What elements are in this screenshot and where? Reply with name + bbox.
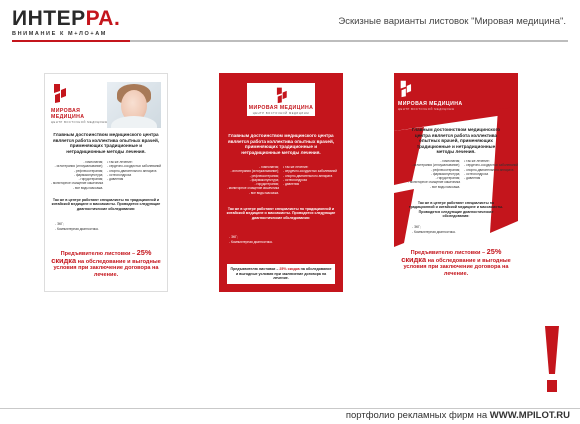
treatment-item: - опорно-двигательного аппарата [464, 167, 514, 172]
specialists-text: Так же в центре работают специалисты по традиционной и китайской медицине и массажисты. Проводятся следующие диагностические обследования: [51, 198, 161, 211]
brand-logo-icon [398, 79, 412, 98]
footer-credit [346, 410, 570, 421]
service-item: - гирудотерапия; [254, 182, 279, 187]
treatment-item: - остеохондроза [107, 172, 132, 177]
leaflet-headline: Главным достоинством медицинского центра является работа коллектива опытных врачей, применяющих традиционные и нетрадиционные методы лечения. [227, 133, 335, 155]
treatment-item: ▪ так же лечение: [283, 165, 309, 169]
treatment-item: - остеохондроза [283, 177, 307, 182]
services-columns [51, 160, 161, 190]
service-item: - рефлексотерапия; [430, 167, 461, 172]
treatment-item: ▪ так же лечение: [464, 159, 490, 163]
promo-discount: 25% скидка [279, 267, 300, 272]
services-columns [225, 165, 337, 195]
promo-lead: Предъявителю листовки – [230, 267, 280, 272]
logo-text-dot: . [113, 7, 121, 30]
promo-lead: Предъявителю листовки – [410, 250, 487, 256]
diagnostic-item: - Компьютерная диагностика. [229, 239, 273, 244]
brand-name: МИРОВАЯ МЕДИЦИНА [248, 105, 314, 111]
page-title: Эскизные варианты листовок "Мировая медицина". [338, 16, 566, 27]
services-right-column [283, 165, 337, 195]
exclamation-icon [541, 326, 563, 396]
service-item: - иглотерапия (иглоукалывание); [411, 163, 461, 168]
brand-name: МИРОВАЯ МЕДИЦИНА [51, 108, 85, 120]
brand-name: МИРОВАЯ МЕДИЦИНА [398, 101, 463, 107]
brand-tagline: ЦЕНТР ВОСТОЧНОЙ МЕДИЦИНЫ [398, 108, 455, 111]
promo-tail: на обследование и выгодные условия при заключение договора на лечение. [403, 257, 511, 277]
service-item: - гирудотерапия; [78, 177, 104, 182]
promo-text [50, 250, 162, 278]
logo-wordmark [12, 8, 120, 30]
service-item: - гирудотерапия; [435, 176, 461, 181]
leaflet-variant-3 [394, 73, 518, 292]
brand-block [398, 79, 468, 111]
logo [12, 8, 120, 37]
doctor-photo [107, 82, 161, 128]
header-divider-accent [12, 40, 130, 42]
brand-logo-icon [274, 86, 288, 104]
brand-tagline: ЦЕНТР ВОСТОЧНОЙ МЕДИЦИНЫ [252, 112, 310, 115]
promo-tail: на обследование и выгодные условия при заключение договора на лечение. [235, 267, 332, 281]
footer-divider [0, 408, 580, 409]
footer-prefix: портфолио рекламных фирм на [345, 410, 490, 421]
promo-discount: 25% скидка [401, 247, 502, 264]
treatment-item: - сердечно-сосудистых заболеваний [107, 164, 162, 169]
service-item: - иглотерапия (иглоукалывание); [54, 164, 104, 169]
treatment-item: - давления [464, 176, 481, 181]
leaflet-headline: Главным достоинством медицинского центра является работа коллектива опытных врачей, применяющих традиционные и нетрадиционные методы лечения. [411, 127, 501, 155]
logo-text-main: ИНТЕР [12, 7, 86, 30]
treatment-item: - остеохондроза [464, 171, 489, 176]
diagnostics-list [55, 222, 99, 231]
service-item: - все виды массажа. [430, 184, 461, 189]
photo-shoulder [111, 116, 157, 128]
diagnostic-item: - Компьютерная диагностика. [55, 226, 99, 231]
service-item: - мониторное очищение кишечника [408, 180, 461, 185]
treatment-item: - давления [107, 177, 124, 182]
treatment-item: - опорно-двигательного аппарата [107, 168, 157, 173]
service-item: - гомеопатия; [259, 165, 279, 169]
services-right-column [107, 160, 161, 190]
service-item: - гомеопатия; [440, 159, 461, 163]
logo-text-accent: РА [85, 7, 114, 30]
service-item: - все виды массажа. [73, 185, 104, 190]
diagnostic-item: - Компьютерная диагностика. [412, 229, 456, 234]
service-item: - мониторное очищение кишечника [226, 186, 279, 191]
promo-box [227, 264, 335, 284]
service-item: - фармакопунктура; [73, 172, 104, 177]
service-item: - все виды массажа. [248, 190, 279, 195]
service-item: - мониторное очищение кишечника [51, 181, 104, 186]
brand-logo-icon [51, 82, 67, 104]
treatment-item: - сердечно-сосудистых заболеваний [464, 163, 518, 168]
service-item: - гомеопатия; [83, 160, 104, 164]
treatment-item: - давления [283, 182, 300, 187]
brand-card [247, 83, 315, 116]
diagnostic-item: - ЭКГ; [229, 235, 238, 239]
diagnostics-list [229, 235, 273, 244]
service-item: - рефлексотерапия; [73, 168, 104, 173]
service-item: - фармакопунктура; [249, 177, 279, 182]
promo-text [399, 249, 513, 277]
footer-site-link[interactable]: WWW.MPILOT.RU [489, 410, 570, 421]
service-item: - рефлексотерапия; [249, 173, 279, 178]
leaflet-variant-1 [44, 73, 168, 292]
services-left-column [225, 165, 279, 195]
treatment-item: - опорно-двигательного аппарата [283, 173, 333, 178]
treatment-item: - сердечно-сосудистых заболеваний [283, 169, 337, 174]
services-columns [408, 159, 518, 189]
diagnostic-item: - ЭКГ; [412, 225, 421, 229]
leaflet-variant-2 [219, 73, 343, 292]
brand-tagline: ЦЕНТР ВОСТОЧНОЙ МЕДИЦИНЫ [51, 121, 108, 124]
service-item: - фармакопунктура; [430, 171, 461, 176]
services-right-column [464, 159, 518, 189]
promo-tail: на обследование и выгодные условия при заключение договора на лечение. [53, 258, 161, 278]
diagnostics-list [412, 225, 456, 234]
brand-block [51, 82, 113, 124]
specialists-text: Так же в центре работают специалисты по традиционной и китайской медицине и массажисты. Проводятся следующие диагностические обследования: [226, 207, 336, 220]
promo-lead: Предъявителю листовки – [60, 251, 137, 257]
treatment-item: ▪ так же лечение: [107, 160, 133, 164]
services-left-column [51, 160, 103, 190]
service-item: - иглотерапия (иглоукалывание); [230, 169, 279, 174]
logo-slogan: ВНИМАНИЕ К М+ЛО+АМ [12, 31, 107, 37]
specialists-text: Так же в центре работают специалисты по традиционной и китайской медицине и массажисты. Проводятся следующие диагностические обследования: [408, 201, 504, 219]
diagnostic-item: - ЭКГ; [55, 222, 64, 226]
services-left-column [408, 159, 460, 189]
promo-discount: 25% скидка [51, 248, 152, 265]
leaflet-headline: Главным достоинством медицинского центра является работа коллектива опытных врачей, применяющих традиционные и нетрадиционные методы лечения. [52, 132, 160, 154]
